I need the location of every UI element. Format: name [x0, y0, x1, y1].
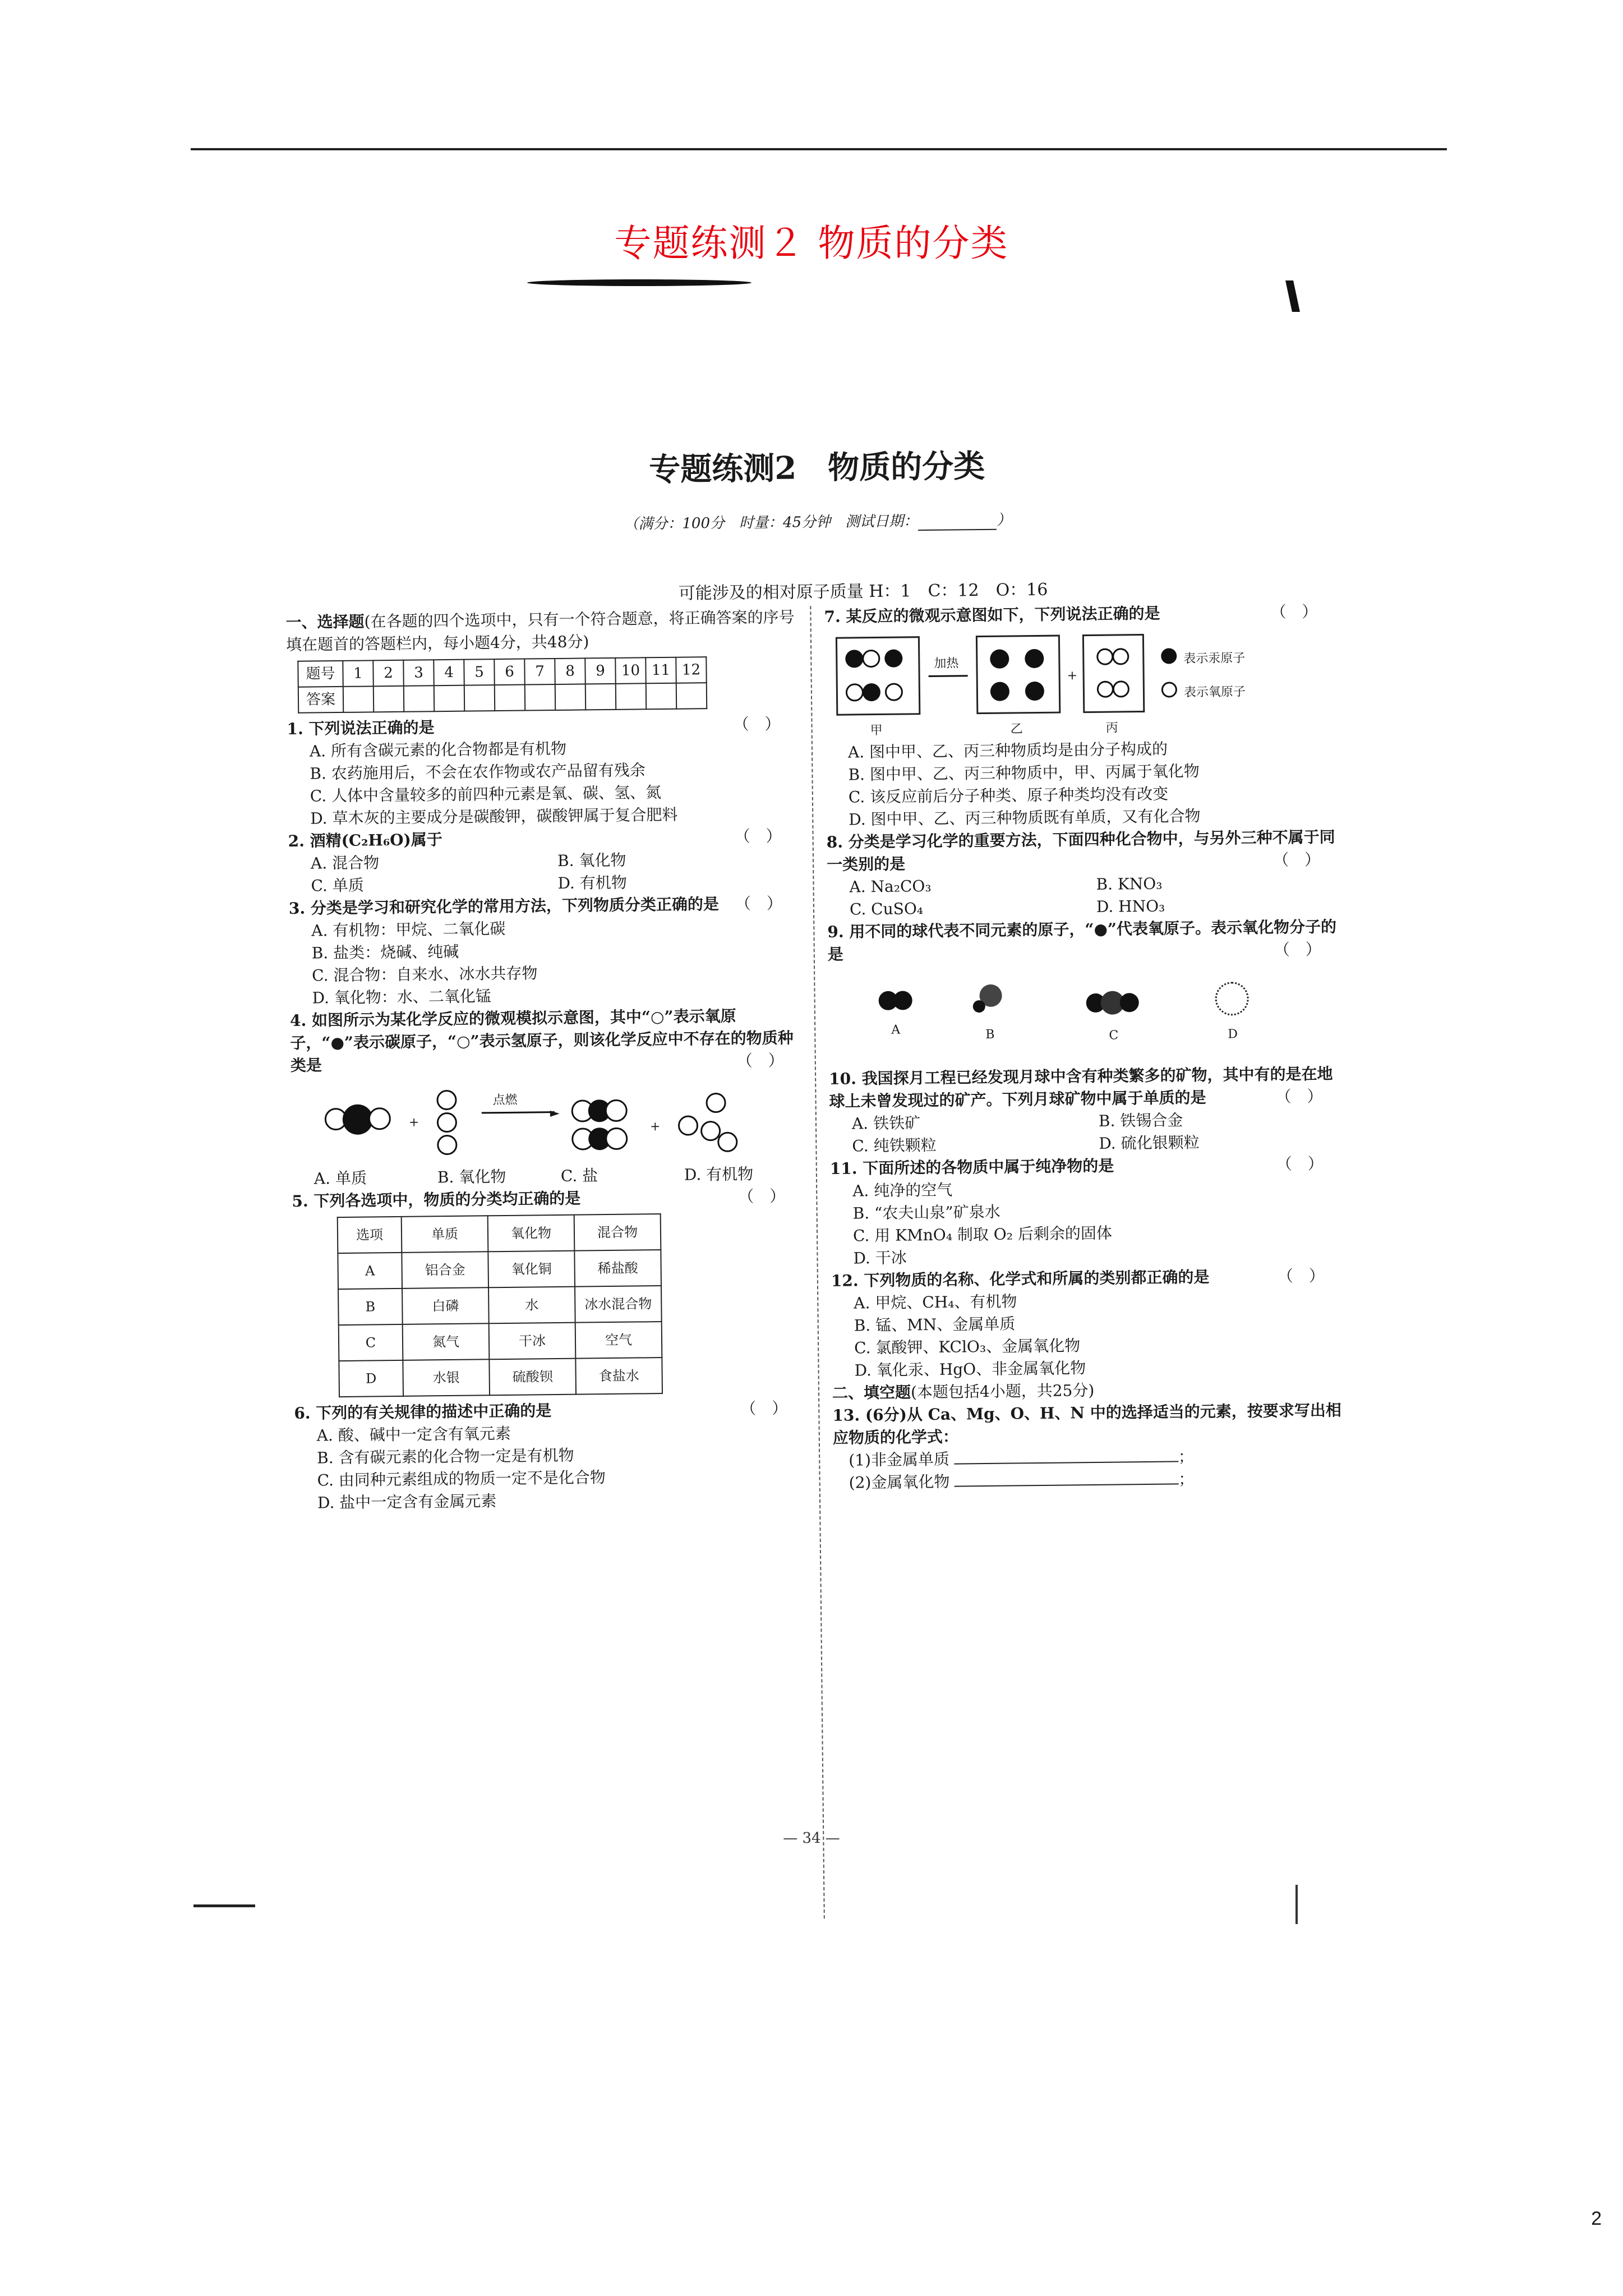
answer-cell[interactable] — [343, 686, 374, 712]
answer-cell[interactable] — [525, 684, 555, 711]
table-header: 单质 — [402, 1216, 488, 1253]
q2-option-b: B. 氧化物 — [557, 850, 626, 870]
table-cell: 铝合金 — [402, 1251, 488, 1289]
question-4 — [290, 1004, 808, 1190]
section1-title: 一、选择题 — [285, 612, 365, 632]
q10-answer-paren: （ ） — [1275, 1087, 1323, 1106]
q8-option-a: A. Na₂CO₃ — [849, 876, 932, 896]
oxygen-atom-icon — [605, 1128, 628, 1150]
answer-cell[interactable] — [616, 683, 646, 710]
mercury-atom-icon — [1025, 649, 1044, 668]
q6-option-b: B. 含有碳元素的化合物一定是有机物 — [317, 1446, 574, 1467]
scan-edge-mark — [1295, 1885, 1298, 1924]
oxygen-atom-icon — [605, 1099, 628, 1122]
table-cell: 冰水混合物 — [575, 1286, 662, 1323]
decorative-brush-stroke — [527, 279, 751, 286]
q-number: 1 — [343, 660, 373, 687]
answer-table-header-row — [298, 657, 706, 687]
oxygen-legend-icon — [1161, 682, 1177, 697]
oxygen-atom-icon — [973, 1000, 985, 1013]
q1-option-c: C. 人体中含量较多的前四种元素是氧、碳、氢、氮 — [310, 783, 662, 806]
left-column — [285, 606, 811, 1515]
q5-answer-paren: （ ） — [738, 1186, 786, 1206]
table-row — [339, 1322, 662, 1361]
q2-option-a: A. 混合物 — [310, 853, 380, 873]
question-3 — [289, 892, 806, 1010]
q12-option-c: C. 氯酸钾、KClO₃、金属氧化物 — [854, 1336, 1081, 1358]
oxygen-atom-icon — [368, 1107, 391, 1130]
q-number: 7 — [524, 659, 555, 685]
q4-option-b: B. 氧化物 — [437, 1167, 506, 1187]
meta-text: （满分：100分 时量：45分钟 测试日期： — [624, 513, 919, 533]
q1-answer-paren: （ ） — [733, 714, 781, 734]
q8-answer-paren: （ ） — [1272, 850, 1321, 869]
semicolon: ； — [1178, 1447, 1195, 1466]
q12-answer-paren: （ ） — [1277, 1266, 1325, 1286]
q10-option-a: A. 铁铁矿 — [851, 1114, 921, 1133]
q1-option-b: B. 农药施用后，不会在农作物或农产品留有残余 — [310, 761, 645, 783]
label-jia: 甲 — [870, 723, 883, 738]
q-number: 8 — [555, 658, 585, 684]
q13-stem: 13. (6分)从 Ca、Mg、O、H、N 中的选择适当的元素，按要求写出相应物质的化学式： — [832, 1401, 1341, 1447]
oxygen-atom-icon — [1112, 648, 1129, 665]
q2-stem: 2. 酒精(C₂H₆O)属于 — [288, 830, 442, 850]
q-number: 12 — [676, 657, 706, 683]
oxygen-atom-icon — [1096, 648, 1113, 665]
q7-box-jia — [836, 636, 920, 716]
mercury-atom-icon — [845, 650, 863, 668]
q8-option-d: D. HNO₃ — [1096, 896, 1165, 916]
table-cell: 干冰 — [489, 1323, 576, 1360]
oxygen-atom-icon — [1120, 993, 1139, 1012]
q3-answer-paren: （ ） — [735, 894, 783, 913]
q7-answer-paren: （ ） — [1270, 602, 1318, 622]
answer-cell[interactable] — [676, 683, 707, 709]
answer-table — [297, 656, 707, 714]
q1-option-a: A. 所有含碳元素的化合物都是有机物 — [309, 739, 567, 761]
dotted-cluster-icon — [1215, 982, 1249, 1016]
q2-option-d: D. 有机物 — [557, 873, 627, 892]
legend-mercury: 表示汞原子 — [1183, 651, 1246, 666]
section2-intro: (本题包括4小题，共25分) — [910, 1381, 1095, 1402]
q3-option-c: C. 混合物：自来水、冰水共存物 — [311, 964, 538, 985]
table-cell: 食盐水 — [575, 1358, 662, 1395]
atomic-mass-line: 可能涉及的相对原子质量 H：1 C：12 O：16 — [678, 579, 1048, 604]
q-number: 2 — [373, 660, 403, 687]
oxygen-atom-icon — [437, 1135, 457, 1155]
plus-sign: + — [649, 1120, 661, 1134]
q10-option-b: B. 铁锡合金 — [1098, 1111, 1183, 1130]
section1-intro: (在各题的四个选项中，只有一个符合题意，将正确答案的序号填在题首的答题栏内，每小题4分，共48分) — [285, 608, 795, 654]
oxygen-atom-icon — [885, 683, 903, 701]
table-row — [339, 1358, 662, 1397]
q2-answer-paren: （ ） — [734, 826, 782, 846]
reaction-arrow — [929, 675, 968, 677]
q6-stem: 6. 下列的有关规律的描述中正确的是 — [294, 1401, 552, 1423]
q7-box-yi — [976, 635, 1061, 715]
question-1 — [287, 712, 804, 830]
answer-cell[interactable] — [434, 685, 464, 712]
question-7 — [824, 600, 1342, 831]
q9-label-b: B — [985, 1027, 995, 1042]
q8-option-b: B. KNO₃ — [1096, 874, 1163, 894]
q7-option-a: A. 图中甲、乙、丙三种物质均是由分子构成的 — [847, 739, 1168, 762]
q3-option-d: D. 氧化物：水、二氧化锰 — [312, 987, 492, 1007]
q9-molecule-options — [828, 964, 1345, 1065]
q5-stem: 5. 下列各选项中，物质的分类均正确的是 — [292, 1189, 581, 1211]
semicolon: ； — [1178, 1470, 1195, 1489]
q8-stem: 8. 分类是学习化学的重要方法，下面四种化合物中，与另外三种不属于同一类别的是 — [826, 827, 1335, 874]
corner-mark — [1285, 280, 1300, 312]
q6-option-a: A. 酸、碱中一定含有氧元素 — [316, 1424, 511, 1445]
q3-option-b: B. 盐类：烧碱、纯碱 — [311, 942, 459, 963]
q8-option-c: C. CuSO₄ — [849, 899, 924, 919]
scan-page-number: — 34 — — [783, 1830, 840, 1847]
q4-stem: 4. 如图所示为某化学反应的微观模拟示意图，其中“○”表示氧原子，“●”表示碳原子，“○”表示氢原子，则该化学反应中不存在的物质种类是 — [289, 1006, 794, 1075]
question-13 — [832, 1399, 1349, 1494]
q4-option-c: C. 盐 — [560, 1166, 598, 1185]
mercury-atom-icon — [863, 683, 880, 701]
q11-option-b: B. “农夫山泉”矿泉水 — [852, 1202, 1000, 1223]
q11-option-d: D. 干冰 — [853, 1248, 907, 1268]
section2-title: 二、填空题 — [832, 1383, 911, 1402]
q7-reaction-diagram — [824, 626, 1341, 738]
scanned-exam-page — [284, 415, 1365, 1941]
table-cell: 氧化铜 — [488, 1251, 575, 1288]
q3-stem: 3. 分类是学习和研究化学的常用方法，下列物质分类正确的是 — [288, 894, 720, 918]
answer-cell[interactable] — [585, 684, 616, 710]
q-number: 5 — [464, 659, 494, 685]
table-header-row — [338, 1214, 661, 1253]
question-9 — [827, 915, 1345, 1065]
q3-option-a: A. 有机物：甲烷、二氧化碳 — [311, 919, 506, 940]
q7-arrow-label: 加热 — [934, 656, 959, 671]
table-cell: B — [338, 1289, 403, 1325]
q4-option-d: D. 有机物 — [684, 1165, 754, 1184]
q9-stem: 9. 用不同的球代表不同元素的原子，“●”代表氧原子。表示氧化物分子的是 — [827, 917, 1337, 964]
q-number: 4 — [434, 660, 464, 686]
meta-close: ） — [996, 512, 1012, 529]
table-cell: D — [339, 1360, 403, 1397]
oxygen-atom-icon — [1097, 681, 1114, 698]
table-cell: 水银 — [403, 1359, 490, 1396]
mercury-atom-icon — [990, 650, 1009, 669]
table-cell: 稀盐酸 — [574, 1250, 661, 1287]
mercury-legend-icon — [1161, 648, 1177, 664]
table-header: 混合物 — [574, 1214, 661, 1251]
q1-option-d: D. 草木灰的主要成分是碳酸钾，碳酸钾属于复合肥料 — [310, 805, 678, 828]
q9-label-d: D — [1228, 1027, 1238, 1042]
question-8 — [827, 826, 1344, 921]
q13-part2 — [833, 1466, 1349, 1494]
answer-row-label: 答案 — [298, 687, 343, 713]
table-cell: 氮气 — [403, 1323, 490, 1360]
label-bing: 丙 — [1105, 721, 1118, 735]
question-5 — [292, 1185, 810, 1398]
reaction-arrow — [482, 1111, 555, 1114]
answer-cell[interactable] — [404, 685, 434, 712]
mercury-atom-icon — [1025, 682, 1044, 701]
q4-answer-paren: （ ） — [736, 1051, 784, 1070]
q13-part1-blank[interactable] — [954, 1461, 1178, 1464]
table-header: 氧化物 — [488, 1215, 575, 1252]
q11-stem: 11. 下面所述的各物质中属于纯净物的是 — [829, 1156, 1114, 1178]
oxygen-atom-icon — [893, 991, 912, 1010]
table-row — [338, 1286, 662, 1325]
table-cell: 水 — [488, 1287, 575, 1324]
q5-classification-table — [337, 1213, 663, 1397]
q9-label-c: C — [1109, 1028, 1119, 1043]
q7-option-d: D. 图中甲、乙、丙三种物质既有单质，又有化合物 — [849, 806, 1201, 829]
q12-option-d: D. 氧化汞、HgO、非金属氧化物 — [854, 1359, 1086, 1380]
q12-option-b: B. 锰、MN、金属单质 — [854, 1314, 1016, 1335]
q-number: 11 — [645, 657, 676, 684]
q12-stem: 12. 下列物质的名称、化学式和所属的类别都正确的是 — [831, 1267, 1210, 1290]
q11-option-a: A. 纯净的空气 — [852, 1180, 953, 1200]
hydrogen-atom-icon — [717, 1132, 737, 1152]
date-blank — [918, 512, 997, 531]
q-number: 9 — [585, 658, 615, 684]
table-row — [338, 1250, 661, 1289]
mercury-atom-icon — [990, 682, 1009, 701]
q2-option-c: C. 单质 — [311, 876, 364, 895]
table-cell: 空气 — [575, 1322, 662, 1359]
legend-oxygen: 表示氧原子 — [1183, 685, 1246, 700]
q10-option-d: D. 硫化银颗粒 — [1099, 1133, 1200, 1153]
question-6 — [294, 1397, 811, 1515]
answer-table-label: 题号 — [298, 661, 343, 687]
q12-option-a: A. 甲烷、CH₄、有机物 — [854, 1292, 1017, 1313]
table-header: 选项 — [338, 1217, 402, 1253]
page-title: 专题练测２ 物质的分类 — [614, 222, 1009, 265]
arrow-head-icon: ► — [550, 1106, 560, 1121]
oxygen-atom-icon — [862, 650, 880, 668]
question-11 — [830, 1152, 1347, 1270]
q4-reaction-diagram — [291, 1075, 808, 1165]
q7-option-b: B. 图中甲、乙、丙三种物质中，甲、丙属于氧化物 — [848, 761, 1200, 784]
right-column — [824, 600, 1349, 1494]
q7-box-bing — [1082, 634, 1145, 713]
q7-option-c: C. 该反应前后分子种类、原子种类均没有改变 — [848, 784, 1169, 807]
answer-cell[interactable] — [495, 685, 525, 711]
q10-option-c: C. 纯铁颗粒 — [852, 1135, 937, 1156]
q10-stem: 10. 我国探月工程已经发现月球中含有种类繁多的矿物，其中有的是在地球上未曾发现过的矿产。下列月球矿物中属于单质的是 — [828, 1064, 1333, 1111]
document-page-number: 2 — [1591, 2208, 1602, 2229]
table-cell: 白磷 — [402, 1287, 489, 1324]
q-number: 10 — [615, 657, 645, 684]
table-cell: C — [339, 1324, 403, 1361]
paper-title: 专题练测2 物质的分类 — [648, 447, 985, 489]
section1-heading — [285, 606, 802, 656]
q7-stem: 7. 某反应的微观示意图如下，下列说法正确的是 — [824, 604, 1160, 626]
answer-table-answer-row — [298, 683, 707, 713]
column-divider — [810, 606, 826, 1918]
plus-sign: + — [1067, 669, 1078, 683]
q6-option-c: C. 由同种元素组成的物质一定不是化合物 — [317, 1468, 606, 1490]
q4-option-a: A. 单质 — [313, 1168, 367, 1188]
q-number: 3 — [403, 660, 434, 686]
oxygen-atom-icon — [1113, 680, 1129, 697]
oxygen-atom-icon — [436, 1090, 457, 1110]
question-2 — [288, 825, 804, 898]
q1-stem: 1. 下列说法正确的是 — [287, 718, 435, 738]
oxygen-atom-icon — [437, 1112, 457, 1133]
q-number: 6 — [494, 659, 524, 685]
q4-arrow-label: 点燃 — [492, 1093, 518, 1108]
q6-option-d: D. 盐中一定含有金属元素 — [317, 1492, 497, 1512]
answer-cell[interactable] — [646, 683, 676, 710]
mercury-atom-icon — [884, 649, 902, 667]
q9-answer-paren: （ ） — [1274, 940, 1321, 959]
q13-part2-blank[interactable] — [954, 1483, 1178, 1487]
q6-answer-paren: （ ） — [740, 1398, 788, 1418]
answer-cell[interactable] — [464, 685, 495, 711]
answer-cell[interactable] — [374, 686, 404, 712]
table-cell: 硫酸钡 — [489, 1359, 576, 1396]
question-10 — [829, 1062, 1346, 1158]
paper-meta — [285, 505, 1350, 537]
plus-sign: + — [408, 1115, 419, 1130]
hydrogen-atom-icon — [678, 1115, 698, 1135]
q11-answer-paren: （ ） — [1276, 1154, 1324, 1174]
top-rule — [191, 148, 1447, 150]
scan-edge-mark — [193, 1904, 255, 1907]
answer-cell[interactable] — [555, 684, 585, 710]
q9-label-a: A — [891, 1023, 901, 1037]
table-cell: A — [338, 1253, 402, 1289]
question-12 — [831, 1264, 1348, 1382]
label-yi: 乙 — [1010, 722, 1023, 737]
oxygen-atom-icon — [846, 683, 864, 701]
q13-part2-label: (2)金属氧化物 — [849, 1472, 950, 1492]
q11-option-c: C. 用 KMnO₄ 制取 O₂ 后剩余的固体 — [852, 1223, 1113, 1245]
hydrogen-atom-icon — [706, 1093, 726, 1113]
q13-part1-label: (1)非金属单质 — [849, 1450, 950, 1470]
